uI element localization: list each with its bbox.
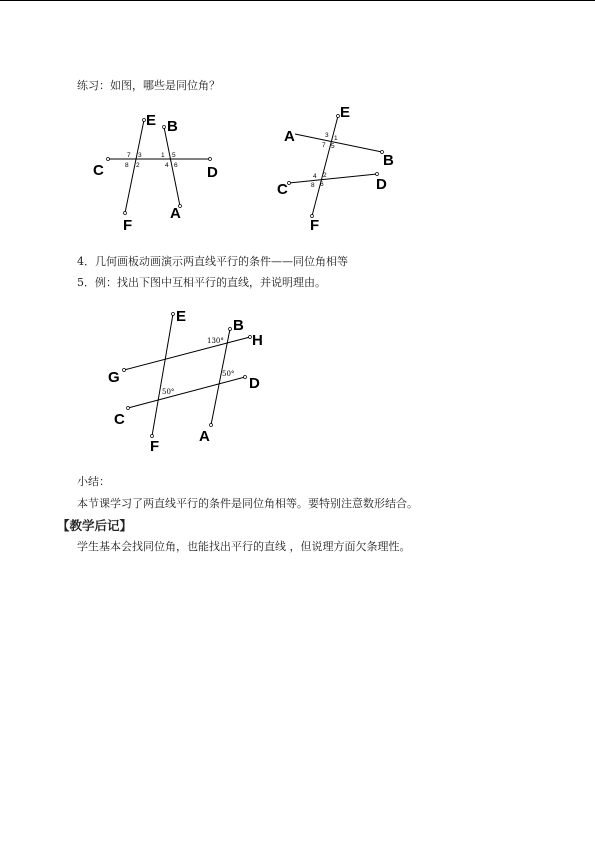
- angle-8: 8: [311, 182, 315, 189]
- label-C: C: [114, 411, 125, 428]
- label-F: F: [310, 217, 320, 234]
- line-CD: [128, 377, 245, 408]
- angle-50-right: 50°: [222, 370, 235, 378]
- label-B: B: [233, 317, 244, 334]
- item-4: 4．几何画板动画演示两直线平行的条件——同位角相等: [77, 255, 348, 268]
- label-C: C: [277, 181, 288, 198]
- notes-text: 学生基本会找同位角，也能找出平行的直线 ，但说理方面欠条理性。: [77, 540, 411, 553]
- label-C: C: [93, 162, 104, 179]
- label-E: E: [176, 308, 187, 325]
- angle-2: 2: [136, 162, 140, 169]
- label-A: A: [284, 128, 295, 145]
- angle-3: 3: [138, 152, 142, 159]
- angle-5: 5: [172, 152, 176, 159]
- line-GH: [124, 337, 250, 370]
- angle-4: 4: [165, 162, 169, 169]
- angle-6: 6: [174, 162, 178, 169]
- angle-4: 4: [313, 173, 317, 180]
- label-D: D: [249, 375, 260, 392]
- item-5: 5．例：找出下图中互相平行的直线，并说明理由。: [77, 276, 326, 289]
- angle-5: 5: [331, 143, 335, 150]
- summary-label: 小结：: [77, 475, 110, 488]
- label-B: B: [167, 118, 178, 135]
- label-E: E: [340, 104, 351, 121]
- label-D: D: [207, 164, 218, 181]
- angle-8: 8: [125, 162, 129, 169]
- angle-3: 3: [325, 132, 329, 139]
- label-G: G: [108, 369, 120, 386]
- angle-2: 2: [323, 172, 327, 179]
- angle-130: 130°: [207, 337, 224, 345]
- summary-text: 本节课学习了两直线平行的条件是同位角相等。要特别注意数形结合。: [77, 497, 418, 510]
- label-H: H: [252, 332, 263, 349]
- angle-7: 7: [127, 152, 131, 159]
- label-B: B: [383, 152, 394, 169]
- angle-6: 6: [320, 181, 324, 188]
- line-EF: [152, 314, 173, 436]
- label-D: D: [376, 176, 387, 193]
- notes-heading: 【教学后记】: [57, 518, 133, 533]
- exercise-title: 练习：如图，哪些是同位角？: [77, 79, 220, 92]
- label-F: F: [150, 438, 160, 455]
- angle-50-left: 50°: [162, 388, 175, 396]
- angle-1: 1: [334, 135, 338, 142]
- angle-1: 1: [161, 152, 165, 159]
- label-A: A: [199, 428, 210, 445]
- angle-7: 7: [322, 142, 326, 149]
- label-A: A: [170, 205, 181, 222]
- label-E: E: [146, 112, 157, 129]
- label-F: F: [123, 217, 133, 234]
